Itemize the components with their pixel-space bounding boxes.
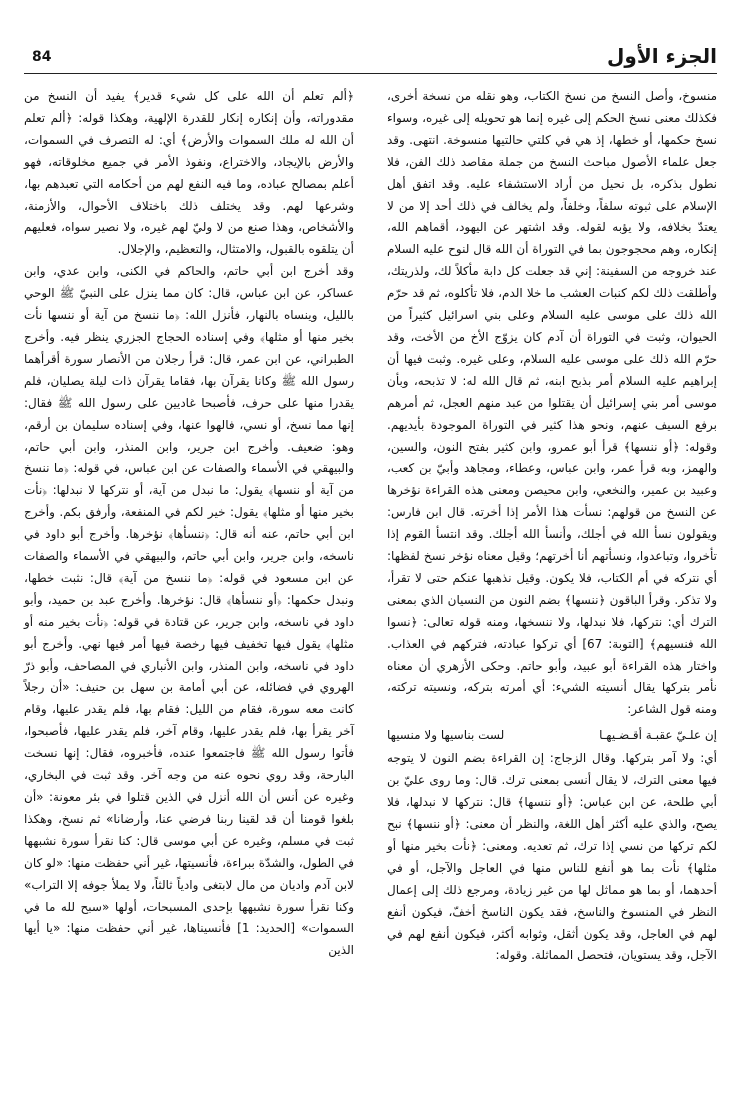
header-rule: [24, 73, 717, 74]
running-head: الجزء الأول: [607, 44, 717, 68]
left-column-paragraph-2: وقد أخرج ابن أبي حاتم، والحاكم في الكنى، وابن عدي، وابن عساكر، عن ابن عباس، قال: كان مما ينزل على النبيّ ﷺ الوحي بالليل، وينساه بالنهار، فأنزل الله: ﴿ما ننسخ من آية أو ننسها نأت بخير منها أو مثلها﴾ وفي إسناده الحجاج الجزري ينظر فيه. وأخرج الطبراني، عن ابن عمر، قال: قرأ رجلان من الأنصار سورة أقرأهما رسول الله ﷺ وكانا يقرآن بها، فقاما يقرآن ذات ليلة يصليان، فلم يقدرا منها على حرف، فأصبحا غاديين على رسول الله ﷺ فقال: إنها مما نسخ، أو نسي، فالهوا عنها، وفي إسناده سليمان بن أرقم، وهو: ضعيف. وأخرج ابن جرير، وابن المنذر، وابن أبي حاتم، والبيهقي في الأسماء والصفات عن ابن عباس، في قوله: ﴿ما ننسخ من آية أو ننسها﴾ يقول: ما نبدل من آية، أو نتركها لا نبدلها: ﴿نأت بخير منها أو مثلها﴾ يقول: خير لكم في المنفعة، وأرفق بكم. وأخرج ابن أبي حاتم، عنه أنه قال: ﴿ننسأها﴾ نؤخرها. وأخرج أبو داود في ناسخه، وابن جرير، وابن أبي حاتم، والبيهقي في الأسماء والصفات عن ابن مسعود في قوله: ﴿ما ننسخ من آية﴾ قال: نثبت خطها، ونبدل حكمها: ﴿أو ننسأها﴾ قال: نؤخرها. وأخرج عبد بن حميد، وأبو داود في ناسخه، وابن جرير، عن قتادة في قوله: ﴿نأت بخير منه أو مثلها﴾ يقول فيها تخفيف فيها رخصة فيها أمر فيها نهي. وأخرج أبو داود في ناسخه، وابن المنذر، وابن الأنباري في المصاحف، وأبو ذرّ الهروي في فضائله، عن أبي أمامة بن سهل بن حنيف: «أن رجلاً كانت معه سورة، فقام من الليل: فقام بها، فلم يقدر عليها، وقام آخر يقرأ بها، فلم يقدر عليها، وقام آخر، فلم يقدر عليها، فأصبحوا، فأتوا رسول الله ﷺ فاجتمعوا عنده، فأخبروه، فقال: إنها نسخت البارحة، وقد روي نحوه عنه من وجه آخر. وقد ثبت في البخاري، وغيره عن أنس أن الله أنزل في الذين قتلوا في بئر معونة: «أن بلغوا قومنا أن قد لقينا ربنا فرضي عنا، وأرضانا» ثم نسخ، وهكذا ثبت في مسلم، وغيره عن أبي موسى قال: كنا نقرأ سورة نشبهها في الطول، والشدّة ببراءة، فأنسيتها، غير أني حفظت منها: «لو كان لابن آدم واديان من مال لابتغى وادياً ثالثاً، ولا يملأ جوفه إلا التراب» وكنا نقرأ سورة نشبهها بإحدى المسبحات، أولها «سبح لله ما في السموات» [الحديد: 1] فأنسيناها، غير أني حفظت منها: «يا أيها الذين: [24, 264, 354, 958]
right-column: [387, 86, 717, 967]
left-column: [24, 86, 354, 962]
page-number: 84: [32, 49, 52, 65]
right-column-paragraph-2: أي: ولا آمر بتركها. وقال الزجاج: إن القراءة بضم النون لا يتوجه فيها معنى الترك، لا يقال أنسى بمعنى ترك. قال: وما روى عليّ بن أبي طلحة، عن ابن عباس: ﴿أو ننسها﴾ قال: نتركها لا نبدلها، فلا يصح، والذي عليه أكثر أهل اللغة، والنظر أن معنى: ﴿أو ننسها﴾ نبح لكم تركها من نسي إذا ترك، ثم تعديه. ومعنى: ﴿نأت بخير منها أو مثلها﴾ نأت بما هو أنفع للناس منها في العاجل والآجل، أو في أحدهما، أو بما هو مماثل لها من غير زيادة، ومرجع ذلك إلى إعمال النظر في المنسوخ والناسخ، فقد يكون الناسخ أخفّ، فيكون أنفع لهم في العاجل، وقد يكون أثقل، وثوابه أكثر، فيكون أنفع لهم في الآجل، وقد يستويان، فتحصل المماثلة. وقوله:: [387, 751, 717, 963]
page-header: [24, 42, 717, 74]
left-column-paragraph-1: ﴿ألم تعلم أن الله على كل شيء قدير﴾ يفيد أن النسخ من مقدوراته، وأن إنكاره إنكار للقدرة الإلهية، وهكذا قوله: ﴿ألم تعلم أن الله له ملك السموات والأرض﴾ أي: له التصرف في السموات، والأرض بالإيجاد، والاختراع، ونفوذ الأمر في جميع مخلوقاته، فهو أعلم بمصالح عباده، وما فيه النفع لهم من أحكامه التي تعبدهم بها، وشرعها لهم. وقد يختلف ذلك باختلاف الأحوال، والأزمنة، والأشخاص، وهذا صنع من لا وليّ لهم غيره، ولا نصير سواه، فعليهم أن يتلقوه بالقبول، والامتثال، والتعظيم، والإجلال.: [24, 89, 354, 257]
poem-second-hemistich: لست بناسيها ولا منسيها: [387, 728, 505, 743]
right-column-paragraph-1: منسوخ، وأصل النسخ من نسخ الكتاب، وهو نقله من نسخة أخرى، فكذلك معنى نسخ الحكم إلى غيره إنما هو تحويله إلى غيره، وسواء نسخ حكمها، أو خطها، إذ هي في كلتي حالتيها منسوخة. انتهى. وقد جعل علماء الأصول مباحث النسخ من جملة مقاصد ذلك الفن، فلا نطول بذكره، بل نحيل من أراد الاستشفاء عليه. وقد اتفق أهل الإسلام على ثبوته سلفاً، وخلفاً، ولم يخالف في ذلك أحد إلا من لا يعتدّ بخلافه، ولا يؤبه لقوله. وقد اشتهر عن اليهود، أقماهم الله، إنكاره، وهم محجوجون بما في التوراة أن الله قال لنوح عليه السلام عند خروجه من السفينة: إني قد جعلت كل دابة مأكلاً لك، ولذريتك، وأطلقت ذلك لكم كنبات العشب ما خلا الدم، فلا تأكلوه، ثم قد حرّم الله ذلك على موسى عليه السلام وعلى بني اسرائيل كثيراً من الحيوان، وثبت في التوراة أن آدم كان يزوّج الأخ من الأخت، وقد حرّم الله ذلك على موسى عليه السلام، وعلى غيره. وثبت فيها أن إبراهيم عليه السلام أمر بذبح ابنه، ثم قال الله له: لا تذبحه، وبأن موسى أمر بني إسرائيل أن يقتلوا من عبد منهم العجل، ثم أمرهم برفع السيف عنهم، ونحو هذا كثير في التوراة الموجودة بأيديهم. وقوله: ﴿أو ننسها﴾ قرأ أبو عمرو، وابن كثير بفتح النون، والسين، والهمز، وبه قرأ عمر، وابن عباس، وعطاء، ومجاهد وأبيّ بن كعب، وعبيد بن عمير، والنخعي، وابن محيصن ومعنى هذه القراءة نؤخرها عن النسخ من قولهم: نسأت هذا الأمر إذا أخرته. قال ابن فارس: ويقولون نسأ الله في أجلك، وأنسأ الله أجلك. وقد انتسأ القوم إذا تأخروا، وتباعدوا، ونسأتهم أنا أخرتهم؛ وقيل معناه نؤخر نسخ لفظها: أي نتركه في أم الكتاب، فلا يكون. وقيل نذهبها عنكم حتى لا تقرأ، ولا تذكر. وقرأ الباقون ﴿ننسها﴾ بضم النون من النسيان الذي بمعنى الترك أي: نتركها، فلا نبدلها، ولا ننسخها، ومنه قوله تعالى: ﴿نسوا الله فنسيهم﴾ [التوبة: 67] أي تركوا عبادته، فتركهم في العذاب. واختار هذه القراءة أبو عبيد، وأبو حاتم. وحكى الأزهري أن معناه نأمر بتركها يقال أنسيته الشيء: أي أمرته بتركه، ونسيته تركته، ومنه قول الشاعر:: [387, 89, 717, 717]
poem-verse: [387, 725, 717, 746]
poem-first-hemistich: إن علـيّ عقبـة أقـضـيهـا: [599, 728, 717, 743]
